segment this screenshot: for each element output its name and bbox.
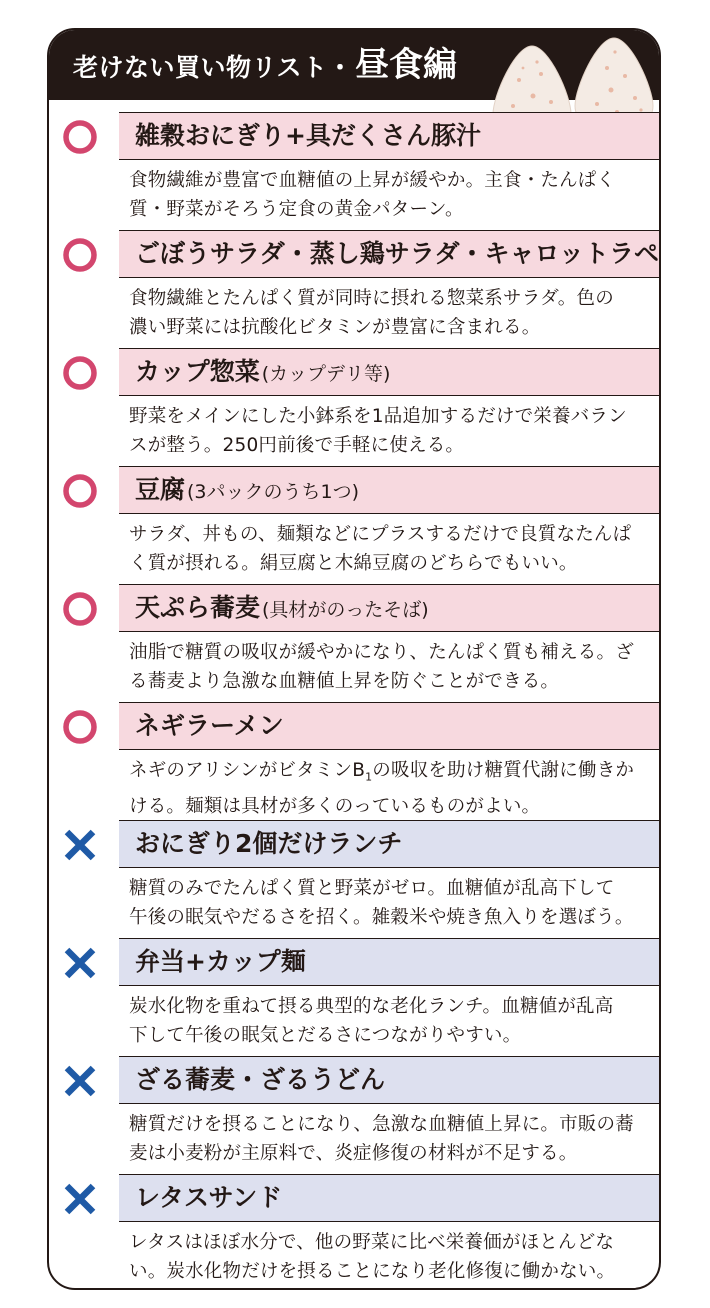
item-name <box>135 821 402 867</box>
circle-mark-icon <box>62 591 98 627</box>
cross-mark-icon <box>62 827 98 863</box>
circle-mark-icon <box>62 355 98 391</box>
page-title <box>73 30 457 100</box>
item-description <box>129 520 659 578</box>
item-heading-band <box>119 1174 659 1222</box>
item-name <box>135 113 481 159</box>
item-description <box>129 638 659 696</box>
item-name-text: 豆腐 <box>135 475 186 504</box>
circle-mark-icon <box>62 119 98 155</box>
item-name-text: ネギラーメン <box>135 711 284 740</box>
item-name <box>135 703 284 749</box>
item-heading-band <box>119 702 659 750</box>
circle-mark-icon <box>62 709 98 745</box>
item-name <box>135 467 359 515</box>
item-description <box>129 1110 659 1168</box>
description-line: い。炭水化物だけを摂ることになり老化修復に働かない。 <box>129 1261 616 1282</box>
description-line: 麦は小麦粉が主原料で、炎症修復の材料が不足する。 <box>129 1143 578 1164</box>
circle-mark-icon <box>62 237 98 273</box>
description-line: 午後の眠気やだるさを招く。雑穀米や焼き魚入りを選ぼう。 <box>129 907 634 928</box>
item-name-text: レタスサンド <box>135 1183 283 1212</box>
item-name-text: カップ惣菜 <box>135 357 260 386</box>
description-line: サラダ、丼もの、麺類などにプラスするだけで良質なたんぱ <box>129 524 632 545</box>
item-name <box>135 1175 282 1221</box>
circle-mark-icon <box>62 473 98 509</box>
description-line: レタスはほぼ水分で、他の野菜に比べ栄養価がほとんどな <box>129 1232 615 1253</box>
item-name-text: おにぎり2個だけランチ <box>135 829 403 858</box>
item-note: (3パックのうち1つ) <box>187 481 360 503</box>
item-name <box>135 349 390 397</box>
subscript: 1 <box>365 770 373 784</box>
description-line: ける。麺類は具材が多くのっているものがよい。 <box>129 795 541 817</box>
description-line: 野菜をメインにした小鉢系を1品追加するだけで栄養バラン <box>129 406 627 427</box>
cross-mark-icon <box>62 1063 98 1099</box>
title-emphasis: 昼食編 <box>355 45 458 85</box>
description-line: 食物繊維とたんぱく質が同時に摂れる惣菜系サラダ。色の <box>129 288 614 309</box>
item-name <box>135 939 306 985</box>
item-heading-band <box>119 1056 659 1104</box>
item-name <box>135 231 659 277</box>
item-description <box>129 874 659 932</box>
item-description <box>129 756 659 821</box>
description-line: 糖質だけを摂ることになり、急激な血糖値上昇に。市販の蕎 <box>129 1114 634 1135</box>
description-line: 下して午後の眠気とだるさにつながりやすい。 <box>129 1025 522 1046</box>
item-name-text: ざる蕎麦・ざるうどん <box>135 1065 386 1094</box>
item-heading-band <box>119 230 659 278</box>
item-description <box>129 402 659 460</box>
item-note: (具材がのったそば) <box>262 599 429 621</box>
item-name <box>135 585 429 633</box>
description-line: 質・野菜がそろう定食の黄金パターン。 <box>129 199 464 220</box>
description-line: 食物繊維が豊富で血糖値の上昇が緩やか。主食・たんぱく <box>129 170 616 191</box>
cross-mark-icon <box>62 1181 98 1217</box>
description-line: 油脂で糖質の吸収が緩やかになり、たんぱく質も補える。ざ <box>129 642 634 663</box>
description-line: く質が摂れる。絹豆腐と木綿豆腐のどちらでもいい。 <box>129 553 578 574</box>
description-line-part: ネギのアリシンがビタミンB <box>129 760 366 781</box>
item-description <box>129 284 659 342</box>
description-line <box>129 756 659 792</box>
description-line: 炭水化物を重ねて摂る典型的な老化ランチ。血糖値が乱高 <box>129 996 614 1017</box>
item-heading-band <box>119 938 659 986</box>
cross-mark-icon <box>62 945 98 981</box>
description-line-part: の吸収を助け糖質代謝に働きか <box>372 760 635 781</box>
description-line: 糖質のみでたんぱく質と野菜がゼロ。血糖値が乱高下して <box>129 878 615 899</box>
item-heading-band <box>119 466 659 514</box>
item-name-text: 弁当+カップ麺 <box>135 947 306 976</box>
item-note: (カップデリ等) <box>261 363 391 385</box>
item-name-text: 雑穀おにぎり+具だくさん豚汁 <box>135 121 481 150</box>
description-line: 濃い野菜には抗酸化ビタミンが豊富に含まれる。 <box>129 317 541 338</box>
item-description <box>129 1228 659 1286</box>
description-line: る蕎麦より急激な血糖値上昇を防ぐことができる。 <box>129 671 560 692</box>
shopping-list-card <box>47 28 661 1290</box>
item-description <box>129 166 659 224</box>
item-name-text: 天ぷら蕎麦 <box>135 593 261 622</box>
item-name <box>135 1057 385 1103</box>
description-line: スが整う。250円前後で手軽に使える。 <box>129 435 465 456</box>
item-heading-band <box>119 820 659 868</box>
item-heading-band <box>119 584 659 632</box>
title-main: 老けない買い物リスト・ <box>73 53 354 82</box>
item-heading-band <box>119 112 659 160</box>
item-name-text: ごぼうサラダ・蒸し鶏サラダ・キャロットラペ <box>135 239 660 268</box>
item-heading-band <box>119 348 659 396</box>
item-description <box>129 992 659 1050</box>
